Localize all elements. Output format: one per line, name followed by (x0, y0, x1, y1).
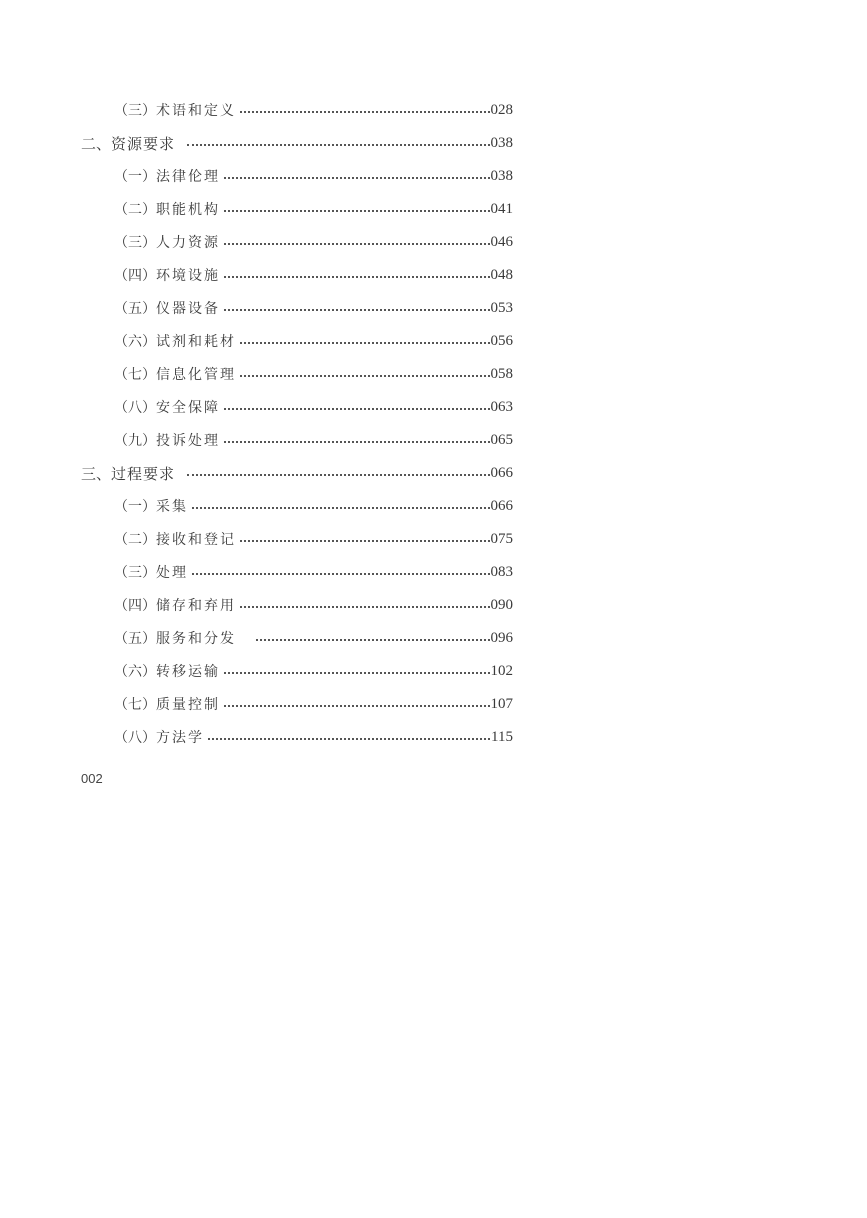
toc-entry-title: 法律伦理 (156, 169, 220, 185)
toc-entry[interactable] (114, 260, 513, 290)
toc-entry-title: 方法学 (156, 730, 204, 746)
toc-entry-number: （七） (114, 697, 156, 713)
dot-leader (192, 507, 490, 509)
toc-entry-title: 储存和弃用 (156, 598, 236, 614)
toc-entry-number: （四） (114, 268, 156, 284)
toc-entry[interactable] (114, 293, 513, 323)
toc-entry-number: （八） (114, 400, 156, 416)
toc-entry[interactable] (114, 557, 513, 587)
toc-entry[interactable] (114, 590, 513, 620)
dot-leader (224, 243, 490, 245)
toc-entry-number: （三） (114, 565, 156, 581)
toc-entry-number: （五） (114, 301, 156, 317)
dot-leader (224, 210, 490, 212)
toc-entry-number: （八） (114, 730, 156, 746)
dot-leader (240, 540, 490, 542)
dot-leader (224, 309, 490, 311)
toc-entry-title: 术语和定义 (156, 103, 236, 119)
toc-entry-number: （四） (114, 598, 156, 614)
toc-entry-title: 处理 (156, 565, 188, 581)
toc-entry[interactable] (114, 425, 513, 455)
toc-entry-title: 人力资源 (156, 235, 220, 251)
toc-entry-page: 115 (491, 728, 513, 745)
dot-leader (224, 705, 490, 707)
toc-entry-page: 102 (490, 662, 513, 679)
toc-entry-page: 048 (490, 266, 513, 283)
toc-entry[interactable] (114, 722, 513, 752)
toc-section-title: 过程要求 (111, 464, 176, 483)
toc-entry[interactable] (114, 491, 513, 521)
toc-entry-page: 056 (490, 332, 513, 349)
toc-entry-title: 信息化管理 (156, 367, 236, 383)
toc-entry[interactable] (114, 689, 513, 719)
toc-entry-page: 041 (490, 200, 513, 217)
dot-leader (224, 408, 490, 410)
toc-section-page: 066 (490, 464, 513, 481)
toc-entry-title: 投诉处理 (156, 433, 220, 449)
toc-section-number: 二、 (81, 134, 112, 153)
dot-leader (256, 639, 490, 641)
toc-entry-number: （二） (114, 202, 156, 218)
toc-entry-number: （一） (114, 499, 156, 515)
toc-entry[interactable] (114, 392, 513, 422)
toc-entry-page: 066 (490, 497, 513, 514)
toc-entry-number: （三） (114, 235, 156, 251)
toc-entry-title: 试剂和耗材 (156, 334, 236, 350)
toc-entry[interactable] (114, 623, 513, 653)
toc-entry-title: 采集 (156, 499, 188, 515)
toc-entry-page: 107 (490, 695, 513, 712)
toc-section-number: 三、 (81, 464, 112, 483)
dot-leader (187, 144, 489, 146)
toc-entry-title: 环境设施 (156, 268, 220, 284)
toc-entry-number: （二） (114, 532, 156, 548)
toc-entry-title: 安全保障 (156, 400, 220, 416)
dot-leader (187, 474, 489, 476)
toc-entry-page: 063 (490, 398, 513, 415)
toc-entry-page: 065 (490, 431, 513, 448)
toc-entry-number: （六） (114, 334, 156, 350)
toc-entry-number: （九） (114, 433, 156, 449)
toc-entry[interactable] (114, 227, 513, 257)
dot-leader (224, 177, 490, 179)
toc-entry-number: （七） (114, 367, 156, 383)
toc-entry[interactable] (114, 194, 513, 224)
toc-entry-title: 转移运输 (156, 664, 220, 680)
toc-entry-title: 服务和分发 (156, 631, 236, 647)
dot-leader (224, 441, 490, 443)
toc-entry[interactable] (114, 656, 513, 686)
toc-entry[interactable] (114, 161, 513, 191)
toc-entry-title: 职能机构 (156, 202, 220, 218)
toc-entry[interactable] (114, 359, 513, 389)
toc-entry-title: 质量控制 (156, 697, 220, 713)
toc-entry-page: 058 (490, 365, 513, 382)
dot-leader (240, 606, 490, 608)
toc-entry-page: 075 (490, 530, 513, 547)
toc-entry-title: 仪器设备 (156, 301, 220, 317)
toc-entry-page: 028 (490, 101, 513, 118)
toc-section-heading[interactable] (81, 458, 513, 488)
dot-leader (240, 342, 490, 344)
toc-entry-title: 接收和登记 (156, 532, 236, 548)
toc-section-title: 资源要求 (111, 134, 176, 153)
dot-leader (240, 111, 490, 113)
toc-entry-number: （三） (114, 103, 156, 119)
toc-entry[interactable] (114, 524, 513, 554)
toc-entry-number: （一） (114, 169, 156, 185)
toc-entry-page: 053 (490, 299, 513, 316)
toc-entry[interactable] (114, 326, 513, 356)
dot-leader (192, 573, 490, 575)
toc-entry[interactable] (114, 95, 513, 125)
toc-entry-page: 096 (490, 629, 513, 646)
toc-entry-number: （五） (114, 631, 156, 647)
dot-leader (224, 672, 490, 674)
toc-entry-page: 083 (490, 563, 513, 580)
toc-entry-page: 090 (490, 596, 513, 613)
page-number: 002 (81, 771, 103, 786)
dot-leader (240, 375, 490, 377)
dot-leader (208, 738, 490, 740)
dot-leader (224, 276, 490, 278)
toc-entry-page: 038 (490, 167, 513, 184)
toc-section-heading[interactable] (81, 128, 513, 158)
toc-entry-number: （六） (114, 664, 156, 680)
toc-entry-page: 046 (490, 233, 513, 250)
toc-section-page: 038 (490, 134, 513, 151)
